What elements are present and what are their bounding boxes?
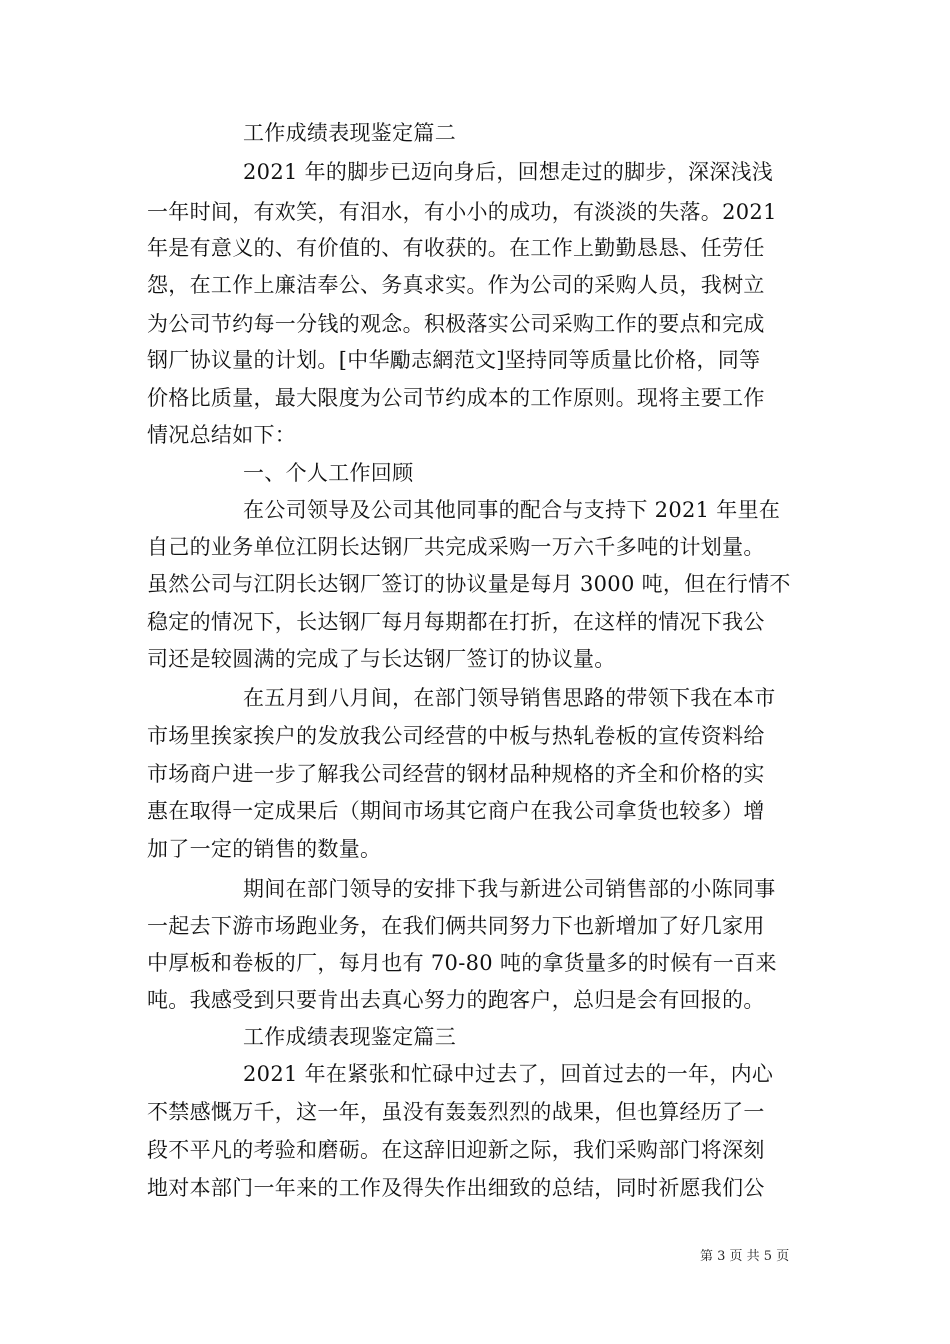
paragraph-line: 一起去下游市场跑业务，在我们俩共同努力下也新增加了好几家用 (147, 914, 765, 938)
paragraph-line: 怨，在工作上廉洁奉公、务真求实。作为公司的采购人员，我树立 (147, 273, 765, 297)
paragraph-line: 2021 年在紧张和忙碌中过去了，回首过去的一年，内心 (243, 1062, 774, 1086)
paragraph-line: 自己的业务单位江阴长达钢厂共完成采购一万六千多吨的计划量。 (147, 535, 765, 559)
paragraph-line: 中厚板和卷板的厂，每月也有 70-80 吨的拿货量多的时候有一百来 (147, 951, 777, 975)
paragraph-line: 稳定的情况下，长达钢厂每月每期都在打折，在这样的情况下我公 (147, 610, 765, 634)
paragraph-line: 钢厂协议量的计划。[中华勵志網范文]坚持同等质量比价格，同等 (147, 348, 761, 372)
paragraph-line: 情况总结如下： (147, 423, 297, 447)
paragraph-line: 市场里挨家挨户的发放我公司经营的中板与热轧卷板的宣传资料给 (147, 724, 765, 748)
paragraph-line: 市场商户进一步了解我公司经营的钢材品种规格的齐全和价格的实 (147, 762, 765, 786)
paragraph-line: 吨。我感受到只要肯出去真心努力的跑客户，总归是会有回报的。 (147, 988, 765, 1012)
paragraph-line: 地对本部门一年来的工作及得失作出细致的总结，同时祈愿我们公 (147, 1176, 765, 1200)
page-number-footer: 第 3 页 共 5 页 (700, 1249, 790, 1264)
paragraph-line: 年是有意义的、有价值的、有收获的。在工作上勤勤恳恳、任劳任 (147, 236, 765, 260)
paragraph-line: 期间在部门领导的安排下我与新进公司销售部的小陈同事 (243, 877, 776, 901)
paragraph-line: 段不平凡的考验和磨砺。在这辞旧迎新之际，我们采购部门将深刻 (147, 1138, 765, 1162)
paragraph-line: 价格比质量，最大限度为公司节约成本的工作原则。现将主要工作 (147, 386, 765, 410)
paragraph-line: 加了一定的销售的数量。 (147, 837, 382, 861)
paragraph-line: 不禁感慨万千，这一年，虽没有轰轰烈烈的战果，但也算经历了一 (147, 1100, 765, 1124)
paragraph-line: 惠在取得一定成果后（期间市场其它商户在我公司拿货也较多）增 (147, 799, 765, 823)
paragraph-line: 司还是较圆满的完成了与长达钢厂签订的协议量。 (147, 647, 616, 671)
paragraph-line: 在公司领导及公司其他同事的配合与支持下 2021 年里在 (243, 498, 781, 522)
section-heading-part-two: 工作成绩表现鉴定篇二 (243, 121, 456, 145)
paragraph-line: 一年时间，有欢笑，有泪水，有小小的成功，有淡淡的失落。2021 (147, 200, 777, 224)
section-heading-part-three: 工作成绩表现鉴定篇三 (243, 1025, 456, 1049)
paragraph-line: 虽然公司与江阴长达钢厂签订的协议量是每月 3000 吨，但在行情不 (147, 572, 791, 596)
paragraph-line: 在五月到八月间，在部门领导销售思路的带领下我在本市 (243, 686, 776, 710)
paragraph-line: 2021 年的脚步已迈向身后，回想走过的脚步，深深浅浅 (243, 160, 774, 184)
paragraph-line: 为公司节约每一分钱的观念。积极落实公司采购工作的要点和完成 (147, 312, 765, 336)
subsection-heading: 一、个人工作回顾 (243, 461, 414, 485)
